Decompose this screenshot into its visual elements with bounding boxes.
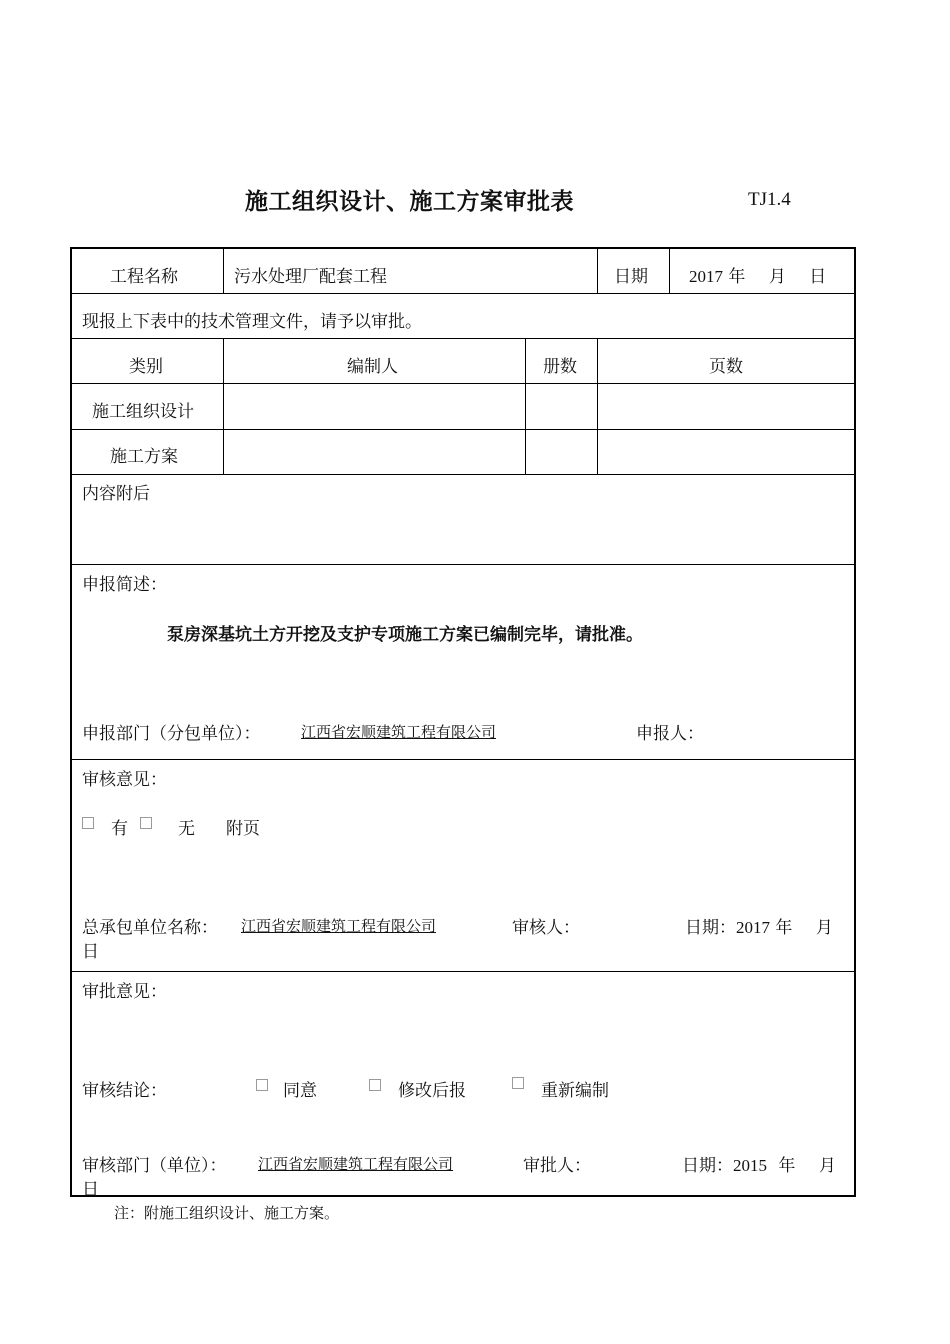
- project-name-value: 污水处理厂配套工程: [234, 267, 387, 287]
- review-year-unit: 年: [775, 918, 793, 938]
- form-title: 施工组织设计、施工方案审批表: [245, 189, 574, 215]
- col-header-author: 编制人: [347, 357, 398, 377]
- approval-date: [682, 1151, 836, 1176]
- attached-pages-label: 附页: [226, 819, 260, 839]
- report-body: 泵房深基坑土方开挖及支护专项施工方案已编制完毕，请批准。: [167, 625, 643, 645]
- approver-label: 审批人：: [523, 1156, 591, 1176]
- option-redo-label: 重新编制: [541, 1081, 609, 1101]
- row-divider: [72, 293, 854, 294]
- col-header-volumes: 册数: [543, 357, 577, 377]
- col-divider: [223, 338, 224, 474]
- conclusion-label: 审核结论：: [82, 1081, 167, 1101]
- date-year: 2017: [689, 267, 723, 286]
- approval-month-unit: 月: [818, 1156, 836, 1176]
- review-date-year: 2017: [736, 918, 770, 937]
- review-day-unit: 日: [82, 942, 99, 962]
- day-unit: 日: [809, 267, 827, 287]
- row-divider: [72, 383, 854, 384]
- col-header-category: 类别: [129, 357, 163, 377]
- review-label: 审核意见：: [82, 770, 167, 790]
- row-divider: [72, 971, 854, 972]
- approval-label: 审批意见：: [82, 982, 167, 1002]
- report-label: 申报简述：: [82, 575, 167, 595]
- submission-statement: 现报上下表中的技术管理文件，请予以审批。: [82, 312, 422, 332]
- approval-dept-value: 江西省宏顺建筑工程有限公司: [258, 1155, 454, 1173]
- option-modify-label: 修改后报: [398, 1081, 466, 1101]
- row-divider: [72, 759, 854, 760]
- report-dept-label: 申报部门（分包单位）：: [82, 724, 261, 744]
- option-agree-label: 同意: [283, 1081, 317, 1101]
- date-label: 日期: [614, 267, 648, 287]
- report-dept-value: 江西省宏顺建筑工程有限公司: [301, 723, 497, 741]
- approval-date-year: 2015: [733, 1156, 767, 1175]
- contractor-value: 江西省宏顺建筑工程有限公司: [241, 917, 437, 935]
- row-divider: [72, 429, 854, 430]
- review-date-label: 日期：: [685, 918, 736, 938]
- month-unit: 月: [768, 267, 786, 287]
- col-header-pages: 页数: [709, 357, 743, 377]
- review-month-unit: 月: [815, 918, 833, 938]
- col-divider: [223, 249, 224, 293]
- content-attached-note: 内容附后: [82, 484, 150, 504]
- reviewer-label: 审核人：: [512, 918, 580, 938]
- option-has-label: 有: [111, 819, 128, 839]
- checkbox-redo[interactable]: [512, 1077, 524, 1089]
- year-unit: 年: [728, 267, 746, 287]
- col-divider: [597, 249, 598, 293]
- option-none-label: 无: [178, 819, 195, 839]
- approval-day-unit: 日: [82, 1180, 99, 1200]
- table-row-category: 施工方案: [110, 447, 178, 467]
- checkbox-modify[interactable]: [369, 1079, 381, 1091]
- table-row-category: 施工组织设计: [92, 402, 194, 422]
- approval-dept-label: 审核部门（单位）：: [82, 1156, 227, 1176]
- checkbox-has[interactable]: [82, 817, 94, 829]
- approval-date-label: 日期：: [682, 1156, 733, 1176]
- date-value: [689, 262, 826, 287]
- col-divider: [525, 338, 526, 474]
- checkbox-none[interactable]: [140, 817, 152, 829]
- review-date: [685, 913, 833, 938]
- approval-year-unit: 年: [778, 1156, 796, 1176]
- row-divider: [72, 564, 854, 565]
- contractor-label: 总承包单位名称：: [82, 918, 218, 938]
- project-name-label: 工程名称: [110, 267, 178, 287]
- col-divider: [669, 249, 670, 293]
- footer-note: 注：附施工组织设计、施工方案。: [114, 1204, 340, 1222]
- row-divider: [72, 474, 854, 475]
- form-code: TJ1.4: [748, 189, 791, 210]
- checkbox-agree[interactable]: [256, 1079, 268, 1091]
- row-divider: [72, 338, 854, 339]
- col-divider: [597, 338, 598, 474]
- reporter-label: 申报人：: [636, 724, 704, 744]
- approval-form: [70, 247, 856, 1200]
